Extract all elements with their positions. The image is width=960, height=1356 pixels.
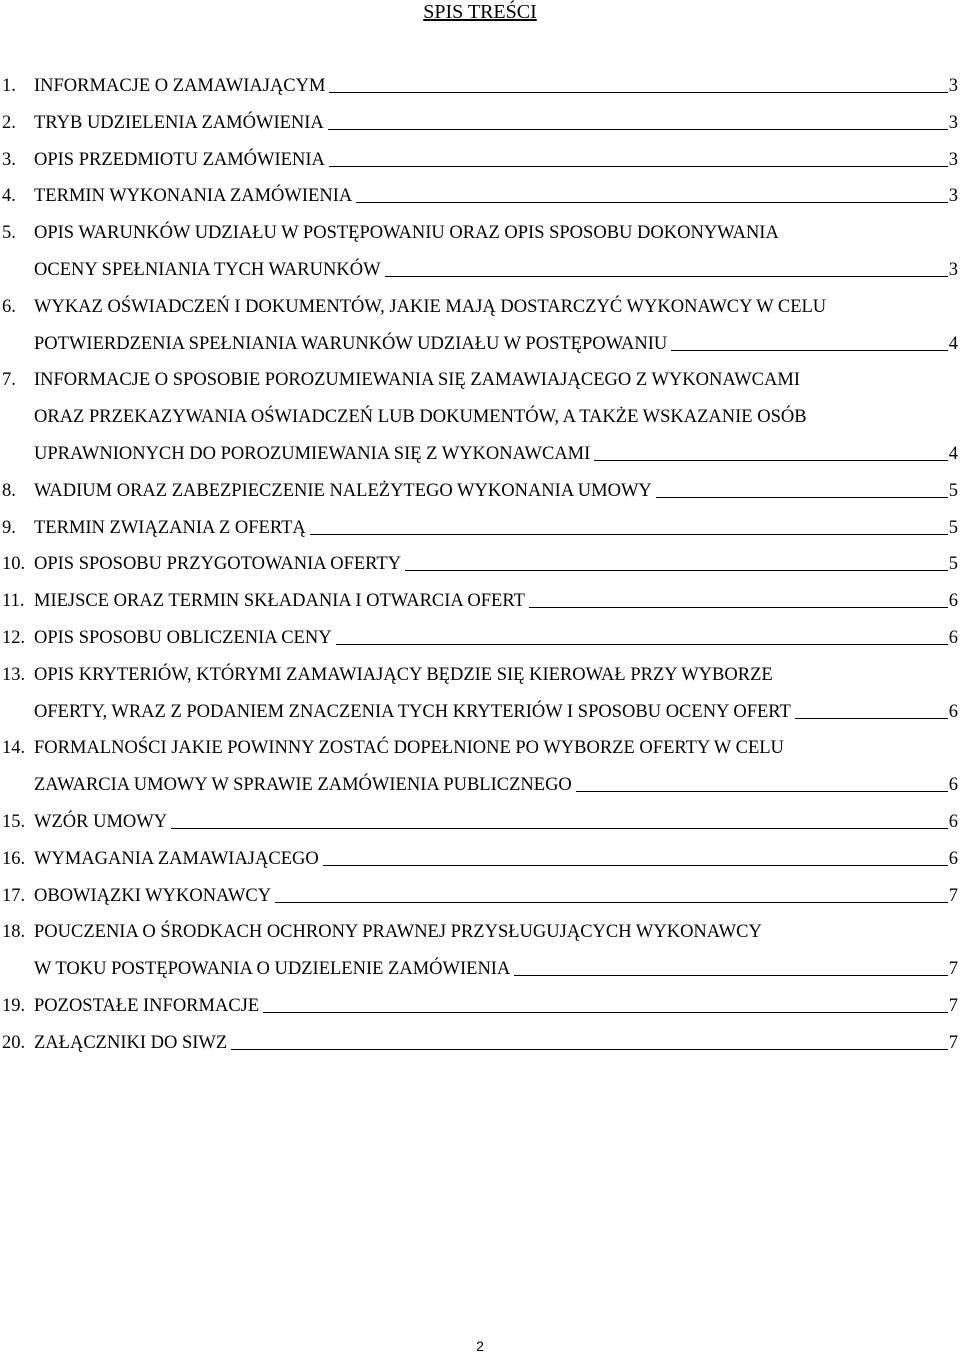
toc-entry-page: 6: [948, 811, 958, 832]
toc-entry-page: 5: [948, 480, 958, 501]
toc-entry-number: 7.: [2, 370, 16, 391]
toc-entry-body: [34, 289, 960, 363]
toc-entry-line: [34, 878, 958, 915]
toc-leader-line: [671, 350, 947, 351]
toc-entry-number: 17.: [2, 885, 26, 906]
toc-entry-body: [34, 730, 960, 804]
toc-entry-line: [34, 841, 958, 878]
toc-entry-number: 5.: [2, 223, 16, 244]
toc-leader-line: [514, 975, 947, 976]
toc-leader-line: [328, 129, 948, 130]
toc-entry-line: [34, 436, 958, 473]
toc-entry-number: 8.: [2, 480, 16, 501]
toc-entry-page: 3: [948, 112, 958, 133]
toc-entry-title: W TOKU POSTĘPOWANIA O UDZIELENIE ZAMÓWIENIA: [34, 959, 511, 980]
toc-entry-line: [34, 178, 958, 215]
toc-entry-number: 14.: [2, 738, 26, 759]
toc-entry-line: [34, 105, 958, 142]
toc-entry-title: INFORMACJE O SPOSOBIE POROZUMIEWANIA SIĘ ZAMAWIAJĄCEGO Z WYKONAWCAMI: [34, 370, 800, 391]
toc-entry-title: OBOWIĄZKI WYKONAWCY: [34, 885, 272, 906]
toc-entry[interactable]: [0, 510, 960, 547]
toc-entry-title: MIEJSCE ORAZ TERMIN SKŁADANIA I OTWARCIA OFERT: [34, 591, 525, 612]
toc-entry[interactable]: [0, 620, 960, 657]
toc-entry[interactable]: [0, 841, 960, 878]
toc-entry[interactable]: [0, 583, 960, 620]
toc-entry-number: 19.: [2, 995, 26, 1016]
toc-entry-page: 3: [948, 186, 958, 207]
toc-entry-title: TERMIN ZWIĄZANIA Z OFERTĄ: [34, 517, 306, 538]
toc-entry-body: [34, 914, 960, 988]
toc-entry-page: 6: [948, 591, 958, 612]
toc-entry-page: 6: [948, 701, 958, 722]
toc-entry-page: 6: [948, 848, 958, 869]
toc-entry-title: INFORMACJE O ZAMAWIAJĄCYM: [34, 76, 326, 96]
toc-entry-body: [34, 68, 960, 105]
toc-entry-body: [34, 583, 960, 620]
toc-entry-line: [34, 546, 958, 583]
toc-entry-line: [34, 252, 958, 289]
toc-entry-body: [34, 804, 960, 841]
toc-entry-line: [34, 951, 958, 988]
toc-entry-body: [34, 1025, 960, 1062]
toc-entry-body: [34, 178, 960, 215]
toc-entry-line: [34, 326, 958, 363]
toc-entry-title: OPIS WARUNKÓW UDZIAŁU W POSTĘPOWANIU ORAZ OPIS SPOSOBU DOKONYWANIA: [34, 223, 779, 244]
toc-entry-body: [34, 105, 960, 142]
toc-entry-line: [34, 804, 958, 841]
toc-entry-title: ORAZ PRZEKAZYWANIA OŚWIADCZEŃ LUB DOKUMENTÓW, A TAKŻE WSKAZANIE OSÓB: [34, 407, 807, 428]
toc-entry-title: OPIS SPOSOBU OBLICZENIA CENY: [34, 627, 332, 648]
toc-entry-number: 11.: [2, 591, 25, 612]
toc-entry[interactable]: [0, 1025, 960, 1062]
toc-entry-title: TRYB UDZIELENIA ZAMÓWIENIA: [34, 112, 324, 133]
toc-entry-body: [34, 620, 960, 657]
toc-entry[interactable]: [0, 878, 960, 915]
toc-entry-title: POUCZENIA O ŚRODKACH OCHRONY PRAWNEJ PRZYSŁUGUJĄCYCH WYKONAWCY: [34, 922, 762, 943]
toc-entry[interactable]: [0, 730, 960, 804]
toc-leader-line: [323, 865, 948, 866]
toc-entry[interactable]: [0, 68, 960, 105]
toc-entry-title: OPIS SPOSOBU PRZYGOTOWANIA OFERTY: [34, 554, 402, 575]
toc-entry-body: [34, 510, 960, 547]
toc-leader-line: [263, 1012, 948, 1013]
toc-entry-line: [34, 620, 958, 657]
toc-leader-line: [529, 607, 948, 608]
toc-leader-line: [329, 92, 947, 93]
toc-entry-body: [34, 657, 960, 731]
toc-entry[interactable]: [0, 105, 960, 142]
toc-entry[interactable]: [0, 362, 960, 472]
toc-entry-body: [34, 362, 960, 472]
toc-entry-page: 7: [948, 1032, 958, 1053]
toc-entry-page: 3: [948, 259, 958, 280]
toc-leader-line: [576, 791, 948, 792]
toc-entry-body: [34, 473, 960, 510]
toc-leader-line: [336, 644, 948, 645]
toc-entry-number: 3.: [2, 149, 16, 170]
toc-entry-page: 5: [948, 554, 958, 575]
toc-leader-line: [356, 202, 948, 203]
toc-entry-number: 18.: [2, 922, 26, 943]
toc-entry-title: OPIS KRYTERIÓW, KTÓRYMI ZAMAWIAJĄCY BĘDZIE SIĘ KIEROWAŁ PRZY WYBORZE: [34, 664, 773, 685]
toc-entry-page: 5: [948, 517, 958, 538]
toc-entry-title: ZAWARCIA UMOWY W SPRAWIE ZAMÓWIENIA PUBLICZNEGO: [34, 775, 572, 796]
document-title: SPIS TREŚCI: [423, 1, 537, 23]
toc-entry-title: WYKAZ OŚWIADCZEŃ I DOKUMENTÓW, JAKIE MAJĄ DOSTARCZYĆ WYKONAWCY W CELU: [34, 296, 827, 317]
toc-entry-title: WZÓR UMOWY: [34, 811, 168, 832]
toc-entry-number: 6.: [2, 296, 16, 317]
toc-leader-line: [310, 534, 948, 535]
toc-entry-title: WYMAGANIA ZAMAWIAJĄCEGO: [34, 848, 319, 869]
toc-entry-title: WADIUM ORAZ ZABEZPIECZENIE NALEŻYTEGO WYKONANIA UMOWY: [34, 480, 652, 501]
toc-entry[interactable]: [0, 657, 960, 731]
toc-entry-title: OCENY SPEŁNIANIA TYCH WARUNKÓW: [34, 259, 381, 280]
toc-leader-line: [275, 902, 948, 903]
toc-entry-title: FORMALNOŚCI JAKIE POWINNY ZOSTAĆ DOPEŁNIONE PO WYBORZE OFERTY W CELU: [34, 738, 784, 759]
toc-entry-line: [34, 68, 958, 105]
toc-entry[interactable]: [0, 546, 960, 583]
toc-entry-title: POZOSTAŁE INFORMACJE: [34, 995, 260, 1016]
toc-entry-page: 4: [948, 333, 958, 354]
toc-entry-page: 6: [948, 775, 958, 796]
toc-entry-number: 9.: [2, 517, 16, 538]
toc-entry-page: 7: [948, 885, 958, 906]
toc-entry-line: [34, 694, 958, 731]
toc-entry-title: OFERTY, WRAZ Z PODANIEM ZNACZENIA TYCH KRYTERIÓW I SPOSOBU OCENY OFERT: [34, 701, 791, 722]
toc-entry[interactable]: [0, 988, 960, 1025]
toc-entry-number: 16.: [2, 848, 26, 869]
toc-entry-line: [34, 142, 958, 179]
toc-entry-line: [34, 473, 958, 510]
toc-leader-line: [329, 166, 948, 167]
toc-entry[interactable]: [0, 289, 960, 363]
toc-entry-page: 7: [948, 959, 958, 980]
toc-entry-body: [34, 215, 960, 289]
toc-entry-body: [34, 878, 960, 915]
toc-entry-page: 4: [948, 443, 958, 464]
toc-entry-line: [34, 988, 958, 1025]
toc-entry-body: [34, 546, 960, 583]
toc-leader-line: [385, 276, 948, 277]
toc-entry-number: 4.: [2, 186, 16, 207]
toc-entry-number: 12.: [2, 627, 26, 648]
toc-leader-line: [795, 718, 948, 719]
toc-entry-title: POTWIERDZENIA SPEŁNIANIA WARUNKÓW UDZIAŁU W POSTĘPOWANIU: [34, 333, 668, 354]
toc-entry-page: 3: [948, 76, 958, 96]
toc-entry[interactable]: [0, 473, 960, 510]
toc-entry-body: [34, 142, 960, 179]
toc-entry-number: 10.: [2, 554, 26, 575]
toc-entry-number: 13.: [2, 664, 26, 685]
toc-entry-page: 3: [948, 149, 958, 170]
table-of-contents: [0, 68, 960, 1062]
toc-entry-line: [34, 583, 958, 620]
toc-entry-body: [34, 841, 960, 878]
toc-entry[interactable]: [0, 178, 960, 215]
toc-entry[interactable]: [0, 142, 960, 179]
toc-entry-number: 15.: [2, 811, 26, 832]
toc-entry-number: 20.: [2, 1032, 26, 1053]
toc-entry-page: 6: [948, 627, 958, 648]
toc-entry-title: ZAŁĄCZNIKI DO SIWZ: [34, 1032, 228, 1053]
toc-entry-line: [34, 1025, 958, 1062]
toc-entry[interactable]: [0, 804, 960, 841]
toc-entry-line: [34, 510, 958, 547]
toc-leader-line: [231, 1049, 948, 1050]
toc-entry-body: [34, 988, 960, 1025]
toc-leader-line: [656, 497, 948, 498]
toc-entry-line: [34, 767, 958, 804]
toc-entry[interactable]: [0, 914, 960, 988]
toc-leader-line: [594, 460, 947, 461]
toc-leader-line: [405, 570, 948, 571]
page-number: 2: [476, 1338, 484, 1354]
toc-entry-number: 1.: [2, 76, 16, 96]
toc-entry-title: OPIS PRZEDMIOTU ZAMÓWIENIA: [34, 149, 325, 170]
toc-entry[interactable]: [0, 215, 960, 289]
toc-entry-title: TERMIN WYKONANIA ZAMÓWIENIA: [34, 186, 353, 207]
toc-entry-page: 7: [948, 995, 958, 1016]
toc-entry-number: 2.: [2, 112, 16, 133]
toc-leader-line: [171, 828, 948, 829]
toc-entry-title: UPRAWNIONYCH DO POROZUMIEWANIA SIĘ Z WYKONAWCAMI: [34, 443, 591, 464]
